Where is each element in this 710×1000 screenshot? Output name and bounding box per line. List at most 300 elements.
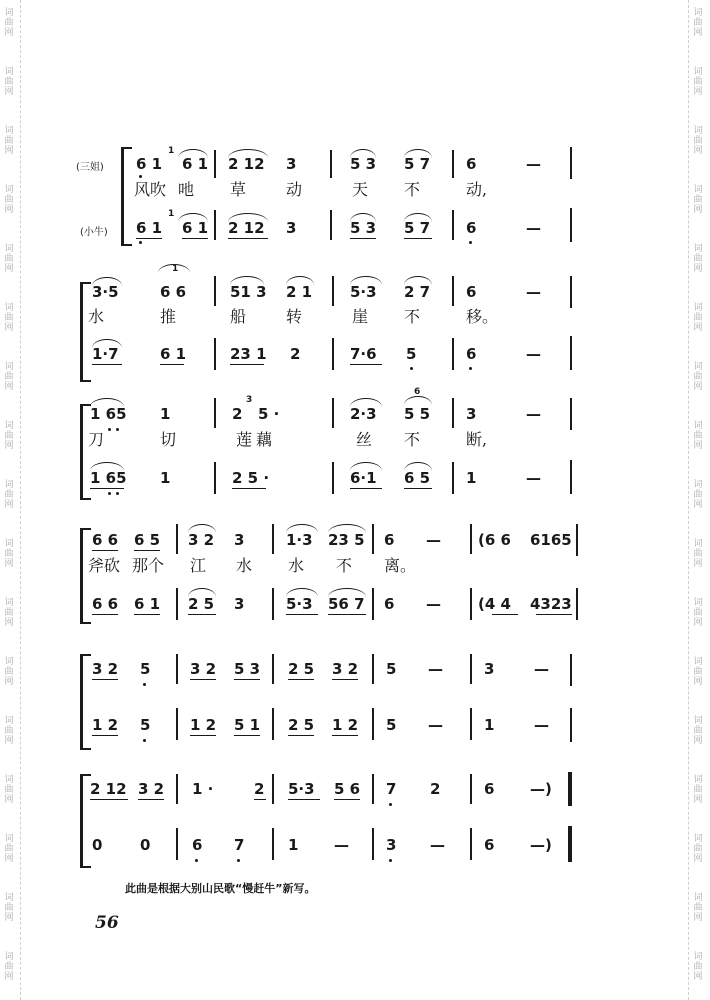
slur bbox=[230, 276, 264, 285]
note: 2 12 bbox=[228, 155, 265, 173]
underline-beat bbox=[334, 799, 360, 800]
note: 1 2 bbox=[332, 716, 359, 734]
barline bbox=[470, 708, 472, 740]
underline-beat bbox=[332, 735, 358, 736]
note: 5 3 bbox=[234, 660, 261, 678]
note: 1 2 bbox=[190, 716, 217, 734]
watermark-text: 词 曲 网 bbox=[4, 362, 14, 392]
note: — bbox=[428, 716, 443, 734]
octave-dot bbox=[139, 175, 142, 178]
octave-dot bbox=[410, 367, 413, 370]
note: 6 1 bbox=[182, 155, 209, 173]
underline-beat bbox=[254, 799, 266, 800]
note: 5 7 bbox=[404, 155, 431, 173]
underline-beat bbox=[328, 614, 366, 615]
octave-dot bbox=[116, 492, 119, 495]
barline bbox=[576, 588, 578, 620]
lyric: 水 bbox=[236, 556, 253, 575]
lyric: 动 bbox=[286, 180, 303, 199]
underline-beat bbox=[136, 238, 162, 239]
lyric: 天 bbox=[352, 180, 369, 199]
note: 6 1 bbox=[136, 155, 163, 173]
underline-beat bbox=[234, 735, 260, 736]
barline bbox=[176, 774, 178, 804]
note: 51 3 bbox=[230, 283, 267, 301]
note: 1 · bbox=[192, 780, 214, 798]
barline bbox=[452, 276, 454, 306]
note: 7 bbox=[234, 836, 245, 854]
slur bbox=[90, 398, 124, 407]
slur bbox=[188, 524, 216, 533]
slur bbox=[228, 149, 268, 158]
note: — bbox=[526, 469, 541, 487]
barline bbox=[176, 524, 178, 554]
watermark-text: 词 曲 网 bbox=[693, 303, 703, 333]
lyric: 斧砍 bbox=[88, 556, 121, 575]
barline bbox=[272, 588, 274, 620]
note: 6 bbox=[466, 283, 477, 301]
octave-dot bbox=[469, 241, 472, 244]
barline bbox=[576, 524, 578, 556]
barline bbox=[470, 524, 472, 554]
barline bbox=[272, 524, 274, 554]
note: 6 1 bbox=[160, 345, 187, 363]
underline-beat bbox=[404, 488, 432, 489]
barline bbox=[332, 462, 334, 494]
note: 1 65 bbox=[90, 469, 127, 487]
note: 6 bbox=[466, 345, 477, 363]
underline-beat bbox=[188, 614, 216, 615]
barline bbox=[214, 338, 216, 370]
barline bbox=[272, 774, 274, 804]
underline-beat bbox=[536, 614, 572, 615]
barline bbox=[452, 150, 454, 178]
slur bbox=[350, 149, 376, 158]
underline-beat bbox=[232, 488, 266, 489]
barline bbox=[452, 210, 454, 240]
note: 1 bbox=[484, 716, 495, 734]
barline bbox=[452, 338, 454, 370]
note: 3 bbox=[484, 660, 495, 678]
lyric: 草 bbox=[230, 180, 247, 199]
slur bbox=[228, 213, 268, 222]
watermark-text: 词 曲 网 bbox=[4, 67, 14, 97]
note: 1·3 bbox=[286, 531, 313, 549]
watermark-text: 词 曲 网 bbox=[4, 244, 14, 274]
barline bbox=[214, 276, 216, 306]
underline-beat bbox=[288, 799, 320, 800]
slur bbox=[350, 213, 376, 222]
barline bbox=[332, 338, 334, 370]
note: (6 6 bbox=[478, 531, 511, 549]
underline-beat bbox=[288, 679, 314, 680]
barline bbox=[372, 524, 374, 554]
barline bbox=[330, 210, 332, 240]
barline bbox=[570, 398, 572, 430]
underline-beat bbox=[92, 679, 118, 680]
watermark-text: 词 曲 网 bbox=[693, 775, 703, 805]
barline bbox=[372, 828, 374, 860]
note: 1 bbox=[160, 469, 171, 487]
watermark-text: 词 曲 网 bbox=[693, 539, 703, 569]
barline bbox=[570, 654, 572, 686]
note: 2 5 bbox=[188, 595, 215, 613]
watermark-text: 词 曲 网 bbox=[4, 421, 14, 451]
page-number: 56 bbox=[95, 913, 119, 933]
note: 2 7 bbox=[404, 283, 431, 301]
underline-beat bbox=[492, 614, 518, 615]
right-watermark-strip bbox=[688, 0, 709, 1000]
note: — bbox=[334, 836, 349, 854]
watermark-text: 词 曲 网 bbox=[693, 8, 703, 38]
note: —) bbox=[530, 780, 552, 798]
slur bbox=[350, 462, 382, 471]
slur bbox=[286, 588, 318, 597]
underline-beat bbox=[190, 679, 216, 680]
note: 3 bbox=[386, 836, 397, 854]
watermark-text: 词 曲 网 bbox=[693, 185, 703, 215]
barline bbox=[332, 398, 334, 428]
underline-beat bbox=[92, 364, 122, 365]
note: 5 3 bbox=[350, 219, 377, 237]
slur bbox=[286, 276, 314, 285]
note: 7 bbox=[386, 780, 397, 798]
slur bbox=[188, 588, 216, 597]
octave-dot bbox=[116, 428, 119, 431]
note: 5 1 bbox=[234, 716, 261, 734]
note: 6 1 bbox=[136, 219, 163, 237]
slur bbox=[158, 264, 190, 273]
slur bbox=[350, 398, 382, 407]
note: — bbox=[526, 155, 541, 173]
note: 5 bbox=[386, 660, 397, 678]
note: 3 2 bbox=[188, 531, 215, 549]
underline-beat bbox=[138, 799, 164, 800]
barline bbox=[372, 708, 374, 740]
note: 5 bbox=[386, 716, 397, 734]
note: 2·3 bbox=[350, 405, 377, 423]
note: 56 7 bbox=[328, 595, 365, 613]
octave-dot bbox=[143, 683, 146, 686]
slur bbox=[328, 524, 366, 533]
grace-note: 1 bbox=[172, 264, 179, 274]
note: 2 bbox=[290, 345, 301, 363]
final-barline bbox=[568, 826, 572, 862]
barline bbox=[470, 588, 472, 620]
watermark-text: 词 曲 网 bbox=[4, 834, 14, 864]
watermark-text: 词 曲 网 bbox=[693, 244, 703, 274]
barline bbox=[214, 398, 216, 428]
slur bbox=[178, 213, 208, 222]
note: 3 bbox=[234, 595, 245, 613]
lyric: 转 bbox=[286, 307, 303, 326]
note: 0 bbox=[92, 836, 103, 854]
lyric: 水 bbox=[288, 556, 305, 575]
note: 2 5 bbox=[288, 660, 315, 678]
slur bbox=[404, 462, 432, 471]
note: 0 bbox=[140, 836, 151, 854]
octave-dot bbox=[469, 367, 472, 370]
underline-beat bbox=[404, 238, 432, 239]
note: 7·6 bbox=[350, 345, 377, 363]
slur bbox=[404, 213, 432, 222]
note: 1·7 bbox=[92, 345, 119, 363]
note: 5 6 bbox=[334, 780, 361, 798]
watermark-text: 词 曲 网 bbox=[4, 893, 14, 923]
underline-beat bbox=[332, 679, 358, 680]
lyric: 不 bbox=[404, 180, 421, 199]
octave-dot bbox=[139, 241, 142, 244]
barline bbox=[176, 708, 178, 740]
note: 2 12 bbox=[90, 780, 127, 798]
barline bbox=[272, 654, 274, 684]
underline-beat bbox=[90, 799, 128, 800]
note: —) bbox=[530, 836, 552, 854]
lyric: 风吹 bbox=[134, 180, 167, 199]
underline-beat bbox=[92, 735, 118, 736]
note: 3 bbox=[286, 155, 297, 173]
lyric: 不 bbox=[404, 430, 421, 449]
lyric: 那个 bbox=[132, 556, 165, 575]
octave-dot bbox=[108, 492, 111, 495]
watermark-text: 词 曲 网 bbox=[693, 362, 703, 392]
note: 2 bbox=[232, 405, 243, 423]
note: 5·3 bbox=[350, 283, 377, 301]
note: 6 bbox=[466, 219, 477, 237]
note: — bbox=[526, 345, 541, 363]
underline-beat bbox=[182, 238, 208, 239]
watermark-text: 词 曲 网 bbox=[4, 775, 14, 805]
watermark-text: 词 曲 网 bbox=[4, 185, 14, 215]
watermark-text: 词 曲 网 bbox=[4, 480, 14, 510]
singer-label-lower: (小牛) bbox=[80, 227, 108, 238]
underline-beat bbox=[190, 735, 216, 736]
watermark-text: 词 曲 网 bbox=[693, 126, 703, 156]
octave-dot bbox=[195, 859, 198, 862]
note: 23 1 bbox=[230, 345, 267, 363]
barline bbox=[570, 460, 572, 494]
watermark-text: 词 曲 网 bbox=[693, 67, 703, 97]
note: 5·3 bbox=[288, 780, 315, 798]
system-brace bbox=[80, 654, 91, 750]
barline bbox=[570, 276, 572, 308]
watermark-text: 词 曲 网 bbox=[4, 657, 14, 687]
watermark-text: 词 曲 网 bbox=[693, 598, 703, 628]
grace-note: 3 bbox=[246, 395, 253, 405]
note: (4 4 bbox=[478, 595, 511, 613]
note: 6 5 bbox=[134, 531, 161, 549]
note: 3 2 bbox=[138, 780, 165, 798]
octave-dot bbox=[389, 803, 392, 806]
lyric: 离。 bbox=[384, 556, 417, 575]
barline bbox=[570, 208, 572, 242]
final-barline bbox=[568, 772, 572, 806]
barline bbox=[272, 828, 274, 860]
note: 5 7 bbox=[404, 219, 431, 237]
underline-beat bbox=[134, 614, 160, 615]
underline-beat bbox=[288, 735, 314, 736]
watermark-text: 词 曲 网 bbox=[693, 716, 703, 746]
grace-note: 1 bbox=[168, 209, 175, 219]
note: 2 bbox=[254, 780, 265, 798]
lyric: 莲藕 bbox=[236, 430, 277, 449]
barline bbox=[372, 654, 374, 684]
underline-beat bbox=[350, 364, 382, 365]
note: 5 · bbox=[258, 405, 280, 423]
system-brace bbox=[80, 282, 91, 382]
note: 3 bbox=[234, 531, 245, 549]
note: 2 1 bbox=[286, 283, 313, 301]
note: 5 bbox=[140, 716, 151, 734]
lyric: 吔 bbox=[178, 180, 195, 199]
underline-beat bbox=[92, 550, 118, 551]
watermark-text: 词 曲 网 bbox=[4, 8, 14, 38]
barline bbox=[214, 150, 216, 178]
underline-beat bbox=[228, 238, 268, 239]
lyric: 崖 bbox=[352, 307, 369, 326]
note: 5·3 bbox=[286, 595, 313, 613]
note: — bbox=[428, 660, 443, 678]
barline bbox=[332, 276, 334, 306]
note: 6·1 bbox=[350, 469, 377, 487]
slur bbox=[90, 462, 124, 471]
underline-beat bbox=[350, 488, 382, 489]
watermark-text: 词 曲 网 bbox=[693, 834, 703, 864]
note: 6 1 bbox=[134, 595, 161, 613]
barline bbox=[176, 588, 178, 620]
note: 3 2 bbox=[190, 660, 217, 678]
note: 6 bbox=[484, 836, 495, 854]
note: — bbox=[526, 405, 541, 423]
note: — bbox=[526, 283, 541, 301]
note: 23 5 bbox=[328, 531, 365, 549]
barline bbox=[214, 210, 216, 240]
barline bbox=[570, 336, 572, 370]
watermark-text: 词 曲 网 bbox=[693, 421, 703, 451]
barline bbox=[214, 462, 216, 494]
underline-beat bbox=[286, 614, 318, 615]
barline bbox=[372, 774, 374, 804]
barline bbox=[330, 150, 332, 178]
note: — bbox=[426, 595, 441, 613]
watermark-text: 词 曲 网 bbox=[693, 893, 703, 923]
note: — bbox=[534, 716, 549, 734]
lyric: 断, bbox=[466, 430, 488, 449]
lyric: 动, bbox=[466, 180, 488, 199]
note: 5 5 bbox=[404, 405, 431, 423]
watermark-text: 词 曲 网 bbox=[4, 303, 14, 333]
lyric: 船 bbox=[230, 307, 247, 326]
underline-beat bbox=[230, 364, 264, 365]
barline bbox=[452, 462, 454, 494]
underline-beat bbox=[90, 488, 124, 489]
lyric: 切 bbox=[160, 430, 177, 449]
underline-beat bbox=[234, 679, 260, 680]
watermark-text: 词 曲 网 bbox=[693, 952, 703, 982]
slur bbox=[404, 276, 432, 285]
lyric: 丝 bbox=[356, 430, 373, 449]
lyric: 江 bbox=[190, 556, 207, 575]
grace-note: 1 bbox=[168, 146, 175, 156]
note: 2 5 bbox=[288, 716, 315, 734]
lyric: 不 bbox=[404, 307, 421, 326]
note: 1 bbox=[160, 405, 171, 423]
underline-beat bbox=[160, 364, 184, 365]
note: 6 bbox=[384, 531, 395, 549]
watermark-text: 词 曲 网 bbox=[4, 539, 14, 569]
grace-note: 6 bbox=[414, 387, 421, 397]
left-watermark-strip bbox=[0, 0, 21, 1000]
note: 6 bbox=[384, 595, 395, 613]
watermark-text: 词 曲 网 bbox=[4, 716, 14, 746]
octave-dot bbox=[237, 859, 240, 862]
lyric: 不 bbox=[336, 556, 353, 575]
octave-dot bbox=[143, 739, 146, 742]
note: 6 bbox=[466, 155, 477, 173]
lyric: 移。 bbox=[466, 307, 499, 326]
note: 3 2 bbox=[332, 660, 359, 678]
note: 1 65 bbox=[90, 405, 127, 423]
watermark-text: 词 曲 网 bbox=[693, 657, 703, 687]
slur bbox=[92, 277, 122, 286]
barline bbox=[372, 588, 374, 620]
note: — bbox=[430, 836, 445, 854]
barline bbox=[176, 654, 178, 684]
barline bbox=[470, 774, 472, 804]
slur bbox=[328, 588, 366, 597]
note: 2 bbox=[430, 780, 441, 798]
slur bbox=[404, 149, 432, 158]
slur bbox=[286, 524, 318, 533]
octave-dot bbox=[389, 859, 392, 862]
watermark-text: 词 曲 网 bbox=[4, 598, 14, 628]
note: 5 3 bbox=[350, 155, 377, 173]
note: 1 bbox=[466, 469, 477, 487]
note: 3 bbox=[466, 405, 477, 423]
lyric: 刀 bbox=[88, 430, 105, 449]
slur bbox=[92, 339, 122, 348]
note: 6165 bbox=[530, 531, 572, 549]
note: 6 6 bbox=[92, 595, 119, 613]
underline-beat bbox=[134, 550, 160, 551]
note: 1 bbox=[288, 836, 299, 854]
note: 2 12 bbox=[228, 219, 265, 237]
underline-beat bbox=[92, 614, 118, 615]
note: 5 bbox=[140, 660, 151, 678]
watermark-text: 词 曲 网 bbox=[693, 480, 703, 510]
note: 6 5 bbox=[404, 469, 431, 487]
note: 2 5 · bbox=[232, 469, 270, 487]
note: 3 2 bbox=[92, 660, 119, 678]
note: 6 bbox=[484, 780, 495, 798]
barline bbox=[470, 654, 472, 684]
watermark-text: 词 曲 网 bbox=[4, 126, 14, 156]
lyric: 推 bbox=[160, 307, 177, 326]
lyric: 水 bbox=[88, 307, 105, 326]
note: — bbox=[426, 531, 441, 549]
note: — bbox=[526, 219, 541, 237]
watermark-text: 词 曲 网 bbox=[4, 952, 14, 982]
note: 6 6 bbox=[160, 283, 187, 301]
underline-beat bbox=[350, 238, 376, 239]
barline bbox=[570, 708, 572, 742]
note: 5 bbox=[406, 345, 417, 363]
barline bbox=[470, 828, 472, 860]
system-brace bbox=[80, 528, 91, 624]
slur bbox=[404, 396, 432, 405]
barline bbox=[272, 708, 274, 740]
note: 4323 bbox=[530, 595, 572, 613]
